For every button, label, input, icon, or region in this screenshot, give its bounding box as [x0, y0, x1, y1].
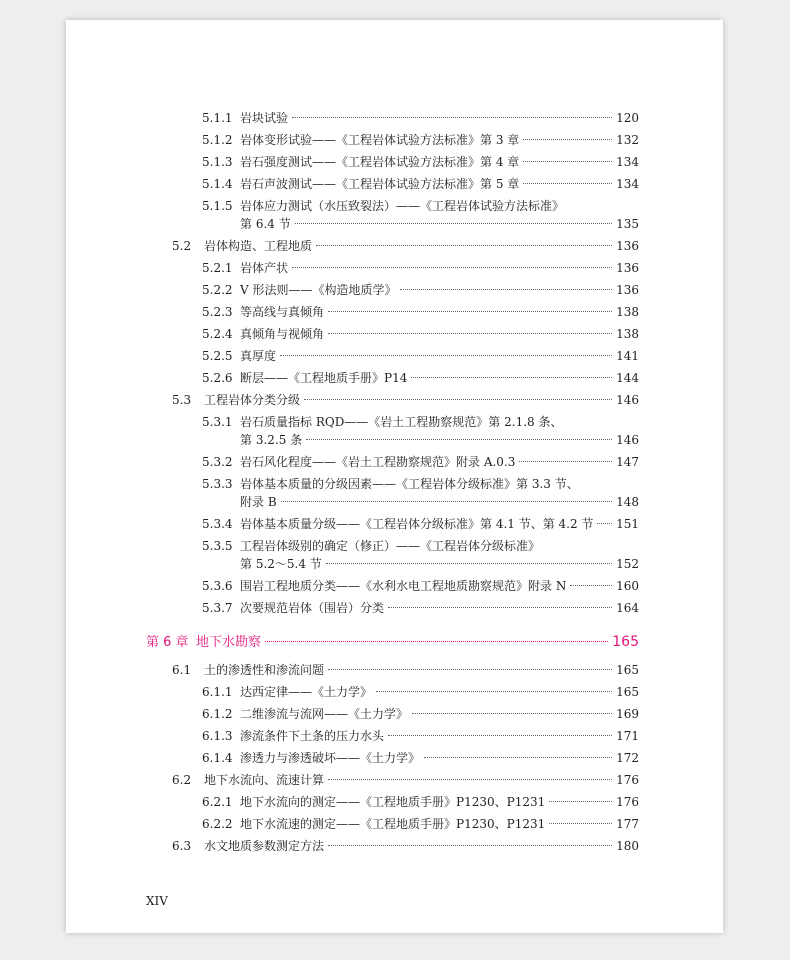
page-number: 147 — [616, 455, 639, 469]
toc-entry — [202, 598, 639, 618]
section-number: 5.1.4 — [202, 177, 233, 191]
toc-entry — [202, 682, 639, 702]
page-number: 136 — [616, 261, 639, 275]
section-number: 5.3.1 — [202, 415, 233, 429]
leader-dots — [570, 585, 612, 586]
leader-dots — [295, 223, 612, 224]
toc-chapter — [146, 632, 639, 652]
section-title: 岩体基本质量分级——《工程岩体分级标准》第 4.1 节、第 4.2 节 — [240, 517, 594, 531]
toc-section — [172, 836, 639, 856]
book-page — [66, 20, 723, 933]
leader-dots — [519, 461, 612, 462]
toc-entry-continuation — [240, 214, 639, 234]
toc-entry — [202, 452, 639, 472]
toc-entry — [202, 726, 639, 746]
section-number: 5.1.5 — [202, 199, 233, 213]
leader-dots — [328, 845, 612, 846]
page-number: 165 — [616, 663, 639, 677]
page-number: 134 — [616, 155, 639, 169]
section-title: 等高线与真倾角 — [240, 305, 325, 319]
page-number: 165 — [616, 685, 639, 699]
toc-entry — [202, 814, 639, 834]
page-number: 152 — [616, 557, 639, 571]
section-title: 渗流条件下土条的压力水头 — [240, 729, 385, 743]
section-title: 围岩工程地质分类——《水利水电工程地质勘察规范》附录 N — [240, 579, 567, 593]
toc-entry — [202, 792, 639, 812]
section-number: 5.3.6 — [202, 579, 233, 593]
leader-dots — [376, 691, 612, 692]
section-title: 水文地质参数测定方法 — [204, 839, 325, 853]
section-title: 二维渗流与流网——《土力学》 — [240, 707, 409, 721]
section-title: 地下水流向的测定——《工程地质手册》P1230、P1231 — [240, 795, 546, 809]
page-number: 148 — [616, 495, 639, 509]
leader-dots — [328, 779, 612, 780]
section-number: 6.2 — [172, 773, 192, 787]
section-number: 5.2.2 — [202, 283, 233, 297]
toc-entry-continuation — [240, 554, 639, 574]
section-title: 地下水流速的测定——《工程地质手册》P1230、P1231 — [240, 817, 546, 831]
page-number: 171 — [616, 729, 639, 743]
toc-section — [172, 236, 639, 256]
page-number: 146 — [616, 393, 639, 407]
toc-entry — [202, 174, 639, 194]
page-number: 176 — [616, 773, 639, 787]
toc-entry — [202, 536, 639, 556]
section-title: 断层——《工程地质手册》P14 — [240, 371, 408, 385]
toc-entry — [202, 302, 639, 322]
leader-dots — [549, 823, 612, 824]
section-title: 第 6.4 节 — [240, 217, 291, 231]
page-number: 135 — [616, 217, 639, 231]
section-number: 6.3 — [172, 839, 192, 853]
leader-dots — [265, 641, 608, 642]
section-title: 岩体应力测试（水压致裂法）——《工程岩体试验方法标准》 — [240, 199, 565, 213]
section-number: 5.2 — [172, 239, 192, 253]
section-number: 5.3.7 — [202, 601, 233, 615]
section-title: 工程岩体分类分级 — [204, 393, 301, 407]
section-number: 5.2.6 — [202, 371, 233, 385]
section-number: 5.3.4 — [202, 517, 233, 531]
leader-dots — [523, 139, 612, 140]
section-number: 5.2.5 — [202, 349, 233, 363]
page-number: 134 — [616, 177, 639, 191]
page-number: 180 — [616, 839, 639, 853]
section-title: 岩体构造、工程地质 — [204, 239, 313, 253]
leader-dots — [424, 757, 612, 758]
leader-dots — [388, 607, 612, 608]
toc-entry — [202, 280, 639, 300]
section-number: 5.1.3 — [202, 155, 233, 169]
section-title: 次要规范岩体（围岩）分类 — [240, 601, 385, 615]
section-number: 5.3.5 — [202, 539, 233, 553]
page-number: 160 — [616, 579, 639, 593]
toc-entry — [202, 368, 639, 388]
section-number: 5.2.1 — [202, 261, 233, 275]
leader-dots — [523, 161, 612, 162]
leader-dots — [316, 245, 612, 246]
section-number: 5.1.1 — [202, 111, 233, 125]
leader-dots — [306, 439, 612, 440]
section-title: 岩块试验 — [240, 111, 289, 125]
page-folio: XIV — [146, 894, 168, 908]
leader-dots — [328, 669, 612, 670]
leader-dots — [388, 735, 612, 736]
section-number: 5.3.2 — [202, 455, 233, 469]
leader-dots — [400, 289, 612, 290]
section-title: 岩石风化程度——《岩土工程勘察规范》附录 A.0.3 — [240, 455, 516, 469]
page-number: 120 — [616, 111, 639, 125]
section-title: 真厚度 — [240, 349, 277, 363]
section-title: 岩石声波测试——《工程岩体试验方法标准》第 5 章 — [240, 177, 520, 191]
leader-dots — [292, 267, 612, 268]
section-title: V 形法则——《构造地质学》 — [240, 283, 397, 297]
leader-dots — [597, 523, 612, 524]
page-number: 164 — [616, 601, 639, 615]
chapter-title: 地下水勘察 — [196, 635, 262, 650]
section-title: 达西定律——《土力学》 — [240, 685, 373, 699]
section-title: 岩石强度测试——《工程岩体试验方法标准》第 4 章 — [240, 155, 520, 169]
leader-dots — [328, 311, 612, 312]
section-title: 土的渗透性和渗流问题 — [204, 663, 325, 677]
toc-section — [172, 770, 639, 790]
toc-entry — [202, 108, 639, 128]
leader-dots — [549, 801, 612, 802]
toc-entry — [202, 258, 639, 278]
section-number: 6.1.2 — [202, 707, 233, 721]
section-number: 6.2.1 — [202, 795, 233, 809]
section-number: 6.1.4 — [202, 751, 233, 765]
page-number: 177 — [616, 817, 639, 831]
section-number: 6.1.3 — [202, 729, 233, 743]
section-number: 5.3 — [172, 393, 192, 407]
section-title: 岩体产状 — [240, 261, 289, 275]
section-number: 6.1.1 — [202, 685, 233, 699]
page-number: 169 — [616, 707, 639, 721]
page-number: 138 — [616, 327, 639, 341]
toc-entry — [202, 576, 639, 596]
page-number: 132 — [616, 133, 639, 147]
leader-dots — [292, 117, 612, 118]
section-number: 5.3.3 — [202, 477, 233, 491]
toc-entry — [202, 704, 639, 724]
toc-section — [172, 390, 639, 410]
leader-dots — [326, 563, 612, 564]
toc-entry — [202, 748, 639, 768]
toc-entry — [202, 346, 639, 366]
page-number: 136 — [616, 239, 639, 253]
toc-entry-continuation — [240, 430, 639, 450]
toc-entry — [202, 514, 639, 534]
page-number: 141 — [616, 349, 639, 363]
page-number: 176 — [616, 795, 639, 809]
toc-entry — [202, 412, 639, 432]
section-title: 真倾角与视倾角 — [240, 327, 325, 341]
page-number: 151 — [616, 517, 639, 531]
section-title: 工程岩体级别的确定（修正）——《工程岩体分级标准》 — [240, 539, 541, 553]
toc-entry — [202, 324, 639, 344]
section-title: 岩石质量指标 RQD——《岩土工程勘察规范》第 2.1.8 条、 — [240, 415, 563, 429]
leader-dots — [280, 355, 612, 356]
leader-dots — [304, 399, 612, 400]
section-title: 第 3.2.5 条 — [240, 433, 303, 447]
leader-dots — [281, 501, 612, 502]
toc-entry-continuation — [240, 492, 639, 512]
section-number: 5.1.2 — [202, 133, 233, 147]
leader-dots — [328, 333, 612, 334]
page-number: 146 — [616, 433, 639, 447]
toc-entry — [202, 474, 639, 494]
section-title: 附录 B — [240, 495, 277, 509]
section-title: 岩体变形试验——《工程岩体试验方法标准》第 3 章 — [240, 133, 520, 147]
chapter-number: 第 6 章 — [146, 635, 189, 650]
section-title: 地下水流向、流速计算 — [204, 773, 325, 787]
page-number: 165 — [612, 634, 639, 650]
section-title: 第 5.2～5.4 节 — [240, 557, 322, 571]
toc-entry — [202, 196, 639, 216]
section-title: 岩体基本质量的分级因素——《工程岩体分级标准》第 3.3 节、 — [240, 477, 579, 491]
leader-dots — [523, 183, 612, 184]
toc-section — [172, 660, 639, 680]
toc-entry — [202, 130, 639, 150]
page-number: 172 — [616, 751, 639, 765]
page-number: 144 — [616, 371, 639, 385]
section-number: 5.2.4 — [202, 327, 233, 341]
page-number: 138 — [616, 305, 639, 319]
leader-dots — [411, 377, 612, 378]
leader-dots — [412, 713, 612, 714]
section-title: 渗透力与渗透破坏——《土力学》 — [240, 751, 421, 765]
page-number: 136 — [616, 283, 639, 297]
toc-entry — [202, 152, 639, 172]
section-number: 5.2.3 — [202, 305, 233, 319]
section-number: 6.2.2 — [202, 817, 233, 831]
section-number: 6.1 — [172, 663, 192, 677]
table-of-contents — [66, 20, 723, 933]
